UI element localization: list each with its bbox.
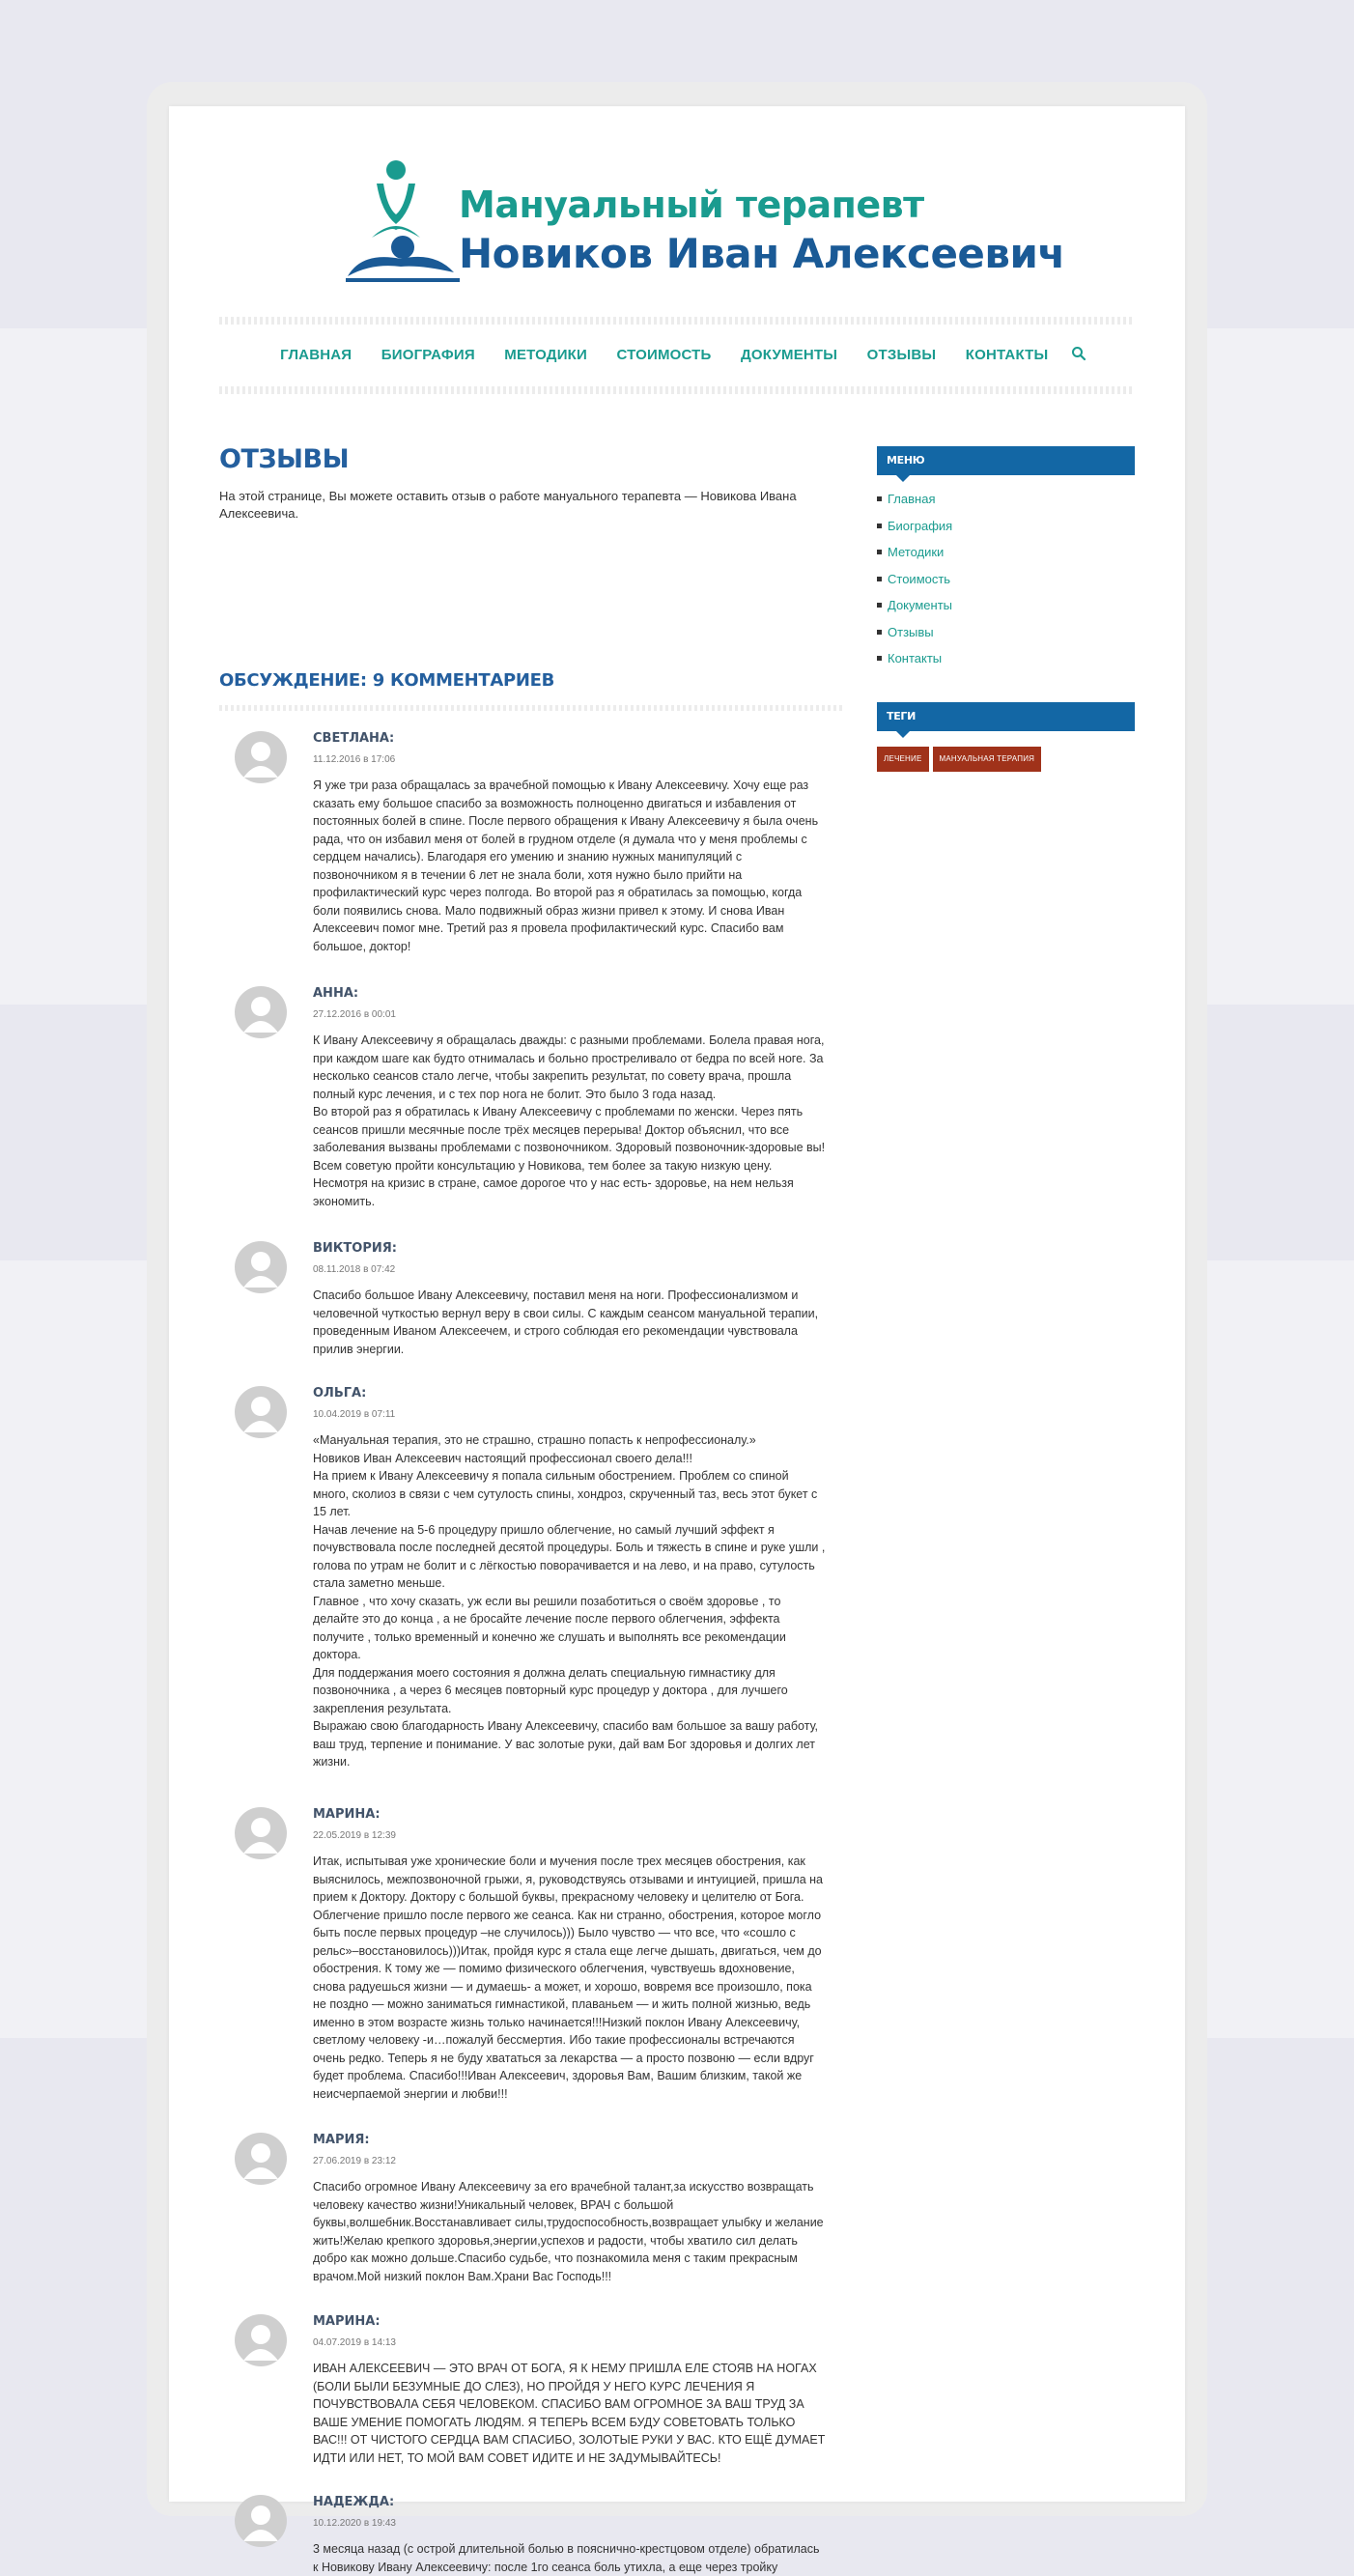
bullet-icon xyxy=(877,577,882,581)
bullet-icon xyxy=(877,550,882,554)
nav-item-documents[interactable]: ДОКУМЕНТЫ xyxy=(740,347,838,363)
avatar xyxy=(235,1386,287,1438)
nav-item-biography[interactable]: БИОГРАФИЯ xyxy=(381,347,475,363)
user-icon xyxy=(235,1386,287,1438)
comment-author[interactable]: ОЛЬГА: xyxy=(313,1386,367,1401)
comment-text: Спасибо большое Ивану Алексеевичу, поставил меня на ноги. Профессионализмом и человечной чуткостью вернул веру в свои силы. С каждым сеансом мануальной терапии, проведенным Иваном Алексеечем, и строго соблюдая его рекомендации чувствовала прилив энергии. xyxy=(313,1288,819,1356)
nav-item-methods[interactable]: МЕТОДИКИ xyxy=(504,347,588,363)
tag-link[interactable]: ЛЕЧЕНИЕ xyxy=(877,747,929,772)
bullet-icon xyxy=(877,496,882,501)
sidebar-item-contacts xyxy=(877,650,1135,677)
avatar xyxy=(235,986,287,1038)
tags-widget-title: ТЕГИ xyxy=(877,702,1135,731)
comment-date[interactable]: 27.06.2019 в 23:12 xyxy=(313,2156,396,2166)
sidebar-item-reviews xyxy=(877,624,1135,651)
nav-item-home[interactable]: ГЛАВНАЯ xyxy=(280,347,353,363)
comment-date[interactable]: 08.11.2018 в 07:42 xyxy=(313,1264,396,1275)
user-icon xyxy=(235,986,287,1038)
tag-link[interactable]: МАНУАЛЬНАЯ ТЕРАПИЯ xyxy=(933,747,1042,772)
nav-item-prices[interactable]: СТОИМОСТЬ xyxy=(616,347,712,363)
avatar xyxy=(235,1241,287,1293)
sidebar-link[interactable]: Главная xyxy=(888,492,936,506)
comment-text: К Ивану Алексеевичу я обращалась дважды: с разными проблемами. Болела правая нога, при каждом шаге как будто отнималась и больно простреливало от бедра по всей ноге. За несколько сеансов стало легче, чтобы закрепить результат, по совету врача, прошла полный курс лечения, и с тех пор нога не болит. Это было 3 года назад. Во второй раз я обратилась к Ивану Алексеевичу с проблемами по женски. Через пять сеансов пришли месячные после трёх месяцев перерыва! Доктор объяснил, что все заболевания вызваны проблемами с позвоночником. Здоровый позвоночник-здоровые вы! Всем советую пройти консультацию у Новикова, тем более за такую низкую цену. Несмотря на кризис в стране, самое дорогое что у нас есть- здоровье, на нем нельзя экономить. xyxy=(313,1033,826,1208)
comments-title: ОБСУЖДЕНИЕ: 9 КОММЕНТАРИЕВ xyxy=(219,670,555,691)
comment-text: ИВАН АЛЕКСЕЕВИЧ — ЭТО ВРАЧ ОТ БОГА, Я К НЕМУ ПРИШЛА ЕЛЕ СТОЯВ НА НОГАХ (БОЛИ БЫЛИ БЕЗУМНЫЕ ДО СЛЕЗ), НО ПРОЙДЯ У НЕГО КУРС ЛЕЧЕНИЯ Я ПОЧУВСТВОВАЛА СЕБЯ ЧЕЛОВЕКОМ. СПАСИБО ВАМ ОГРОМНОЕ ЗА ВАШ ТРУД ЗА ВАШЕ УМЕНИЕ ПОМОГАТЬ ЛЮДЯМ. Я ТЕПЕРЬ ВСЕМ БУДУ СОВЕТОВАТЬ ТОЛЬКО ВАС!!! ОТ ЧИСТОГО СЕРДЦА ВАМ СПАСИБО, ЗОЛОТЫЕ РУКИ У ВАС. КТО ЕЩЁ ДУМАЕТ ИДТИ ИЛИ НЕТ, ТО МОЙ ВАМ СОВЕТ ИДИТЕ И НЕ ЗАДУМЫВАЙТЕСЬ! xyxy=(313,2362,826,2465)
comment-date[interactable]: 10.04.2019 в 07:11 xyxy=(313,1409,396,1420)
comment-author[interactable]: АННА: xyxy=(313,986,359,1001)
avatar xyxy=(235,2314,287,2366)
sidebar-item-prices xyxy=(877,571,1135,598)
bullet-icon xyxy=(877,630,882,635)
page-intro: На этой странице, Вы можете оставить отзыв о работе мануального терапевта — Новикова Ивана Алексеевича. xyxy=(219,489,797,521)
comment-author[interactable]: МАРИНА: xyxy=(313,1807,381,1822)
comments-divider xyxy=(219,705,843,711)
bullet-icon xyxy=(877,524,882,528)
sidebar-link[interactable]: Контакты xyxy=(888,651,943,665)
sidebar-link[interactable]: Стоимость xyxy=(888,571,951,586)
user-icon xyxy=(235,1807,287,1859)
sidebar-item-home xyxy=(877,491,1135,518)
sidebar-item-biography xyxy=(877,518,1135,545)
main-navigation xyxy=(219,346,1135,365)
search-icon[interactable] xyxy=(1071,346,1086,361)
comment-text: 3 месяца назад (с острой длительной болью в пояснично-крестцовом отделе) обратилась к Новикову Ивану Алексеевичу: после 1го сеанса боль утихла, а еще через тройку xyxy=(313,2542,820,2574)
sidebar-link[interactable]: Отзывы xyxy=(888,624,934,639)
comment-text: Спасибо огромное Ивану Алексеевичу за его врачебной талант,за искусство возвращать человеку качество жизни!Уникальный человек, ВРАЧ с большой буквы,волшебник.Восстанавливает силы,трудоспособность,возвращает улыбку и желание жить!Желаю крепкого здоровья,энергии,успехов и радости, чтобы хватило сил делать добро как можно дольше.Спасибо судьбе, что познакомила меня с таким прекрасным врачом.Мой низкий поклон Вам.Храни Вас Господь!!! xyxy=(313,2180,824,2283)
comment-author[interactable]: МАРИЯ: xyxy=(313,2133,370,2147)
user-icon xyxy=(235,1241,287,1293)
comment-date[interactable]: 22.05.2019 в 12:39 xyxy=(313,1830,396,1841)
logo-icon xyxy=(343,155,464,290)
avatar xyxy=(235,1807,287,1859)
sidebar-link[interactable]: Биография xyxy=(888,518,953,533)
bullet-icon xyxy=(877,603,882,608)
comment-date[interactable]: 10.12.2020 в 19:43 xyxy=(313,2518,396,2529)
comment-author[interactable]: НАДЕЖДА: xyxy=(313,2495,395,2509)
sidebar-item-documents xyxy=(877,597,1135,624)
avatar xyxy=(235,2495,287,2547)
tag-cloud xyxy=(877,747,1135,772)
comment-date[interactable]: 11.12.2016 в 17:06 xyxy=(313,754,396,765)
avatar xyxy=(235,2133,287,2185)
page-title: ОТЗЫВЫ xyxy=(219,444,350,474)
main-content xyxy=(219,444,843,2574)
bullet-icon xyxy=(877,656,882,661)
logo-line-1: Мануальный терапевт xyxy=(459,184,924,226)
menu-widget-title: МЕНЮ xyxy=(877,446,1135,475)
comment-text: Итак, испытывая уже хронические боли и мучения после трех месяцев обострения, как выяснилось, межпозвоночной грыжи, я, руководствуясь отзывами и интуицией, пришла на прием к Доктору. Доктору с большой буквы, прекрасному человеку и целителю от Бога. Облегчение пришло после первого же сеанса. Как ни странно, обострения, которое могло быть после первых процедур –не случилось))) Было чувство — что все, что «сошло с рельс»–восстановилось)))Итак, пройдя курс я стала еще легче дышать, двигаться, чем до обострения. К тому же — помимо физического облегчения, чувствуешь вдохновение, снова радуешься жизни — и думаешь- а может, и хорошо, вовремя все произошло, пока не поздно — можно заниматься гимнастикой, плаваньем — и жить полной жизнью, ведь именно в этом возрасте жизнь только начинается!!!Низкий поклон Ивану Алексеевичу, светлому человеку -и…пожалуй бессмертия. Ибо такие профессионалы встречаются очень редко. Теперь я не буду хвататься за лекарства — а просто позвоню — если вдруг будет проблема. Спасибо!!!Иван Алексеевич, здоровья Вам, Вашим близким, такой же неисчерпаемой энергии и любви!!! xyxy=(313,1854,823,2101)
sidebar xyxy=(877,446,1135,772)
sidebar-link[interactable]: Документы xyxy=(888,598,953,612)
nav-divider xyxy=(219,386,1135,394)
header-divider xyxy=(219,317,1135,325)
comment-author[interactable]: ВИКТОРИЯ: xyxy=(313,1241,397,1256)
user-icon xyxy=(235,2133,287,2185)
site-logo[interactable] xyxy=(343,155,1065,299)
avatar xyxy=(235,731,287,783)
comment-author[interactable]: СВЕТЛАНА: xyxy=(313,731,395,746)
user-icon xyxy=(235,2314,287,2366)
logo-line-2: Новиков Иван Алексеевич xyxy=(459,230,1065,277)
user-icon xyxy=(235,731,287,783)
user-icon xyxy=(235,2495,287,2547)
nav-item-contacts[interactable]: КОНТАКТЫ xyxy=(965,347,1049,363)
sidebar-menu xyxy=(877,491,1135,677)
comment-date[interactable]: 27.12.2016 в 00:01 xyxy=(313,1009,396,1020)
sidebar-link[interactable]: Методики xyxy=(888,545,945,559)
nav-item-reviews[interactable]: ОТЗЫВЫ xyxy=(866,347,937,363)
comment-text: «Мануальная терапия, это не страшно, страшно попасть к непрофессионалу.» Новиков Иван Алексеевич настоящий профессионал своего дела!!! На прием к Ивану Алексеевичу я попала сильным обострением. Проблем со спиной много, сколиоз в связи с чем сутулость спины, хондроз, скрученный таз, весь этот букет с 15 лет. Начав лечение на 5-6 процедуру пришло облегчение, но самый лучший эффект я почувствовала после последней десятой процедуры. Боль и тяжесть в спине и руке ушли , голова по утрам не болит и с лёгкостью поворачивается и на лево, и на право, сутулость стала заметно меньше. Главное , что хочу сказать, уж если вы решили позаботиться о своём здоровье , то делайте это до конца , а не бросайте лечение после первого облегчения, эффекта получите , только временный и конечно же слушать и выполнять все рекомендации доктора. Для поддержания моего состояния я должна делать специальную гимнастику для позвоночника , а через 6 месяцев повторный курс процедур у доктора , для лучшего закрепления результата. Выражаю свою благодарность Ивану Алексеевичу, спасибо вам большое за вашу работу, ваш труд, терпение и понимание. У вас золотые руки, дай вам Бог здоровья и долгих лет жизни. xyxy=(313,1433,826,1769)
comment-author[interactable]: МАРИНА: xyxy=(313,2314,381,2329)
comment-text: Я уже три раза обращалась за врачебной помощью к Ивану Алексеевичу. Хочу еще раз сказать ему большое спасибо за возможность полноценно двигаться и избавления от постоянных болей в спине. После первого обращения к Ивану Алексеевичу я была очень рада, что он избавил меня от болей в грудном отделе (я думала что у меня проблемы с сердцем начались). Благодаря его умению и знанию нужных манипуляций с позвоночником я в течении 6 лет не знала боли, хотя нужно было прийти на профилактический курс через полгода. Во второй раз я обратилась за помощью, когда боли появились снова. Мало подвижный образ жизни привел к этому. И снова Иван Алексеевич помог мне. Третий раз я провела профилактический курс. Спасибо вам большое, доктор! xyxy=(313,778,819,953)
page-container xyxy=(169,106,1185,2574)
sidebar-item-methods xyxy=(877,544,1135,571)
comment-date[interactable]: 04.07.2019 в 14:13 xyxy=(313,2337,396,2348)
